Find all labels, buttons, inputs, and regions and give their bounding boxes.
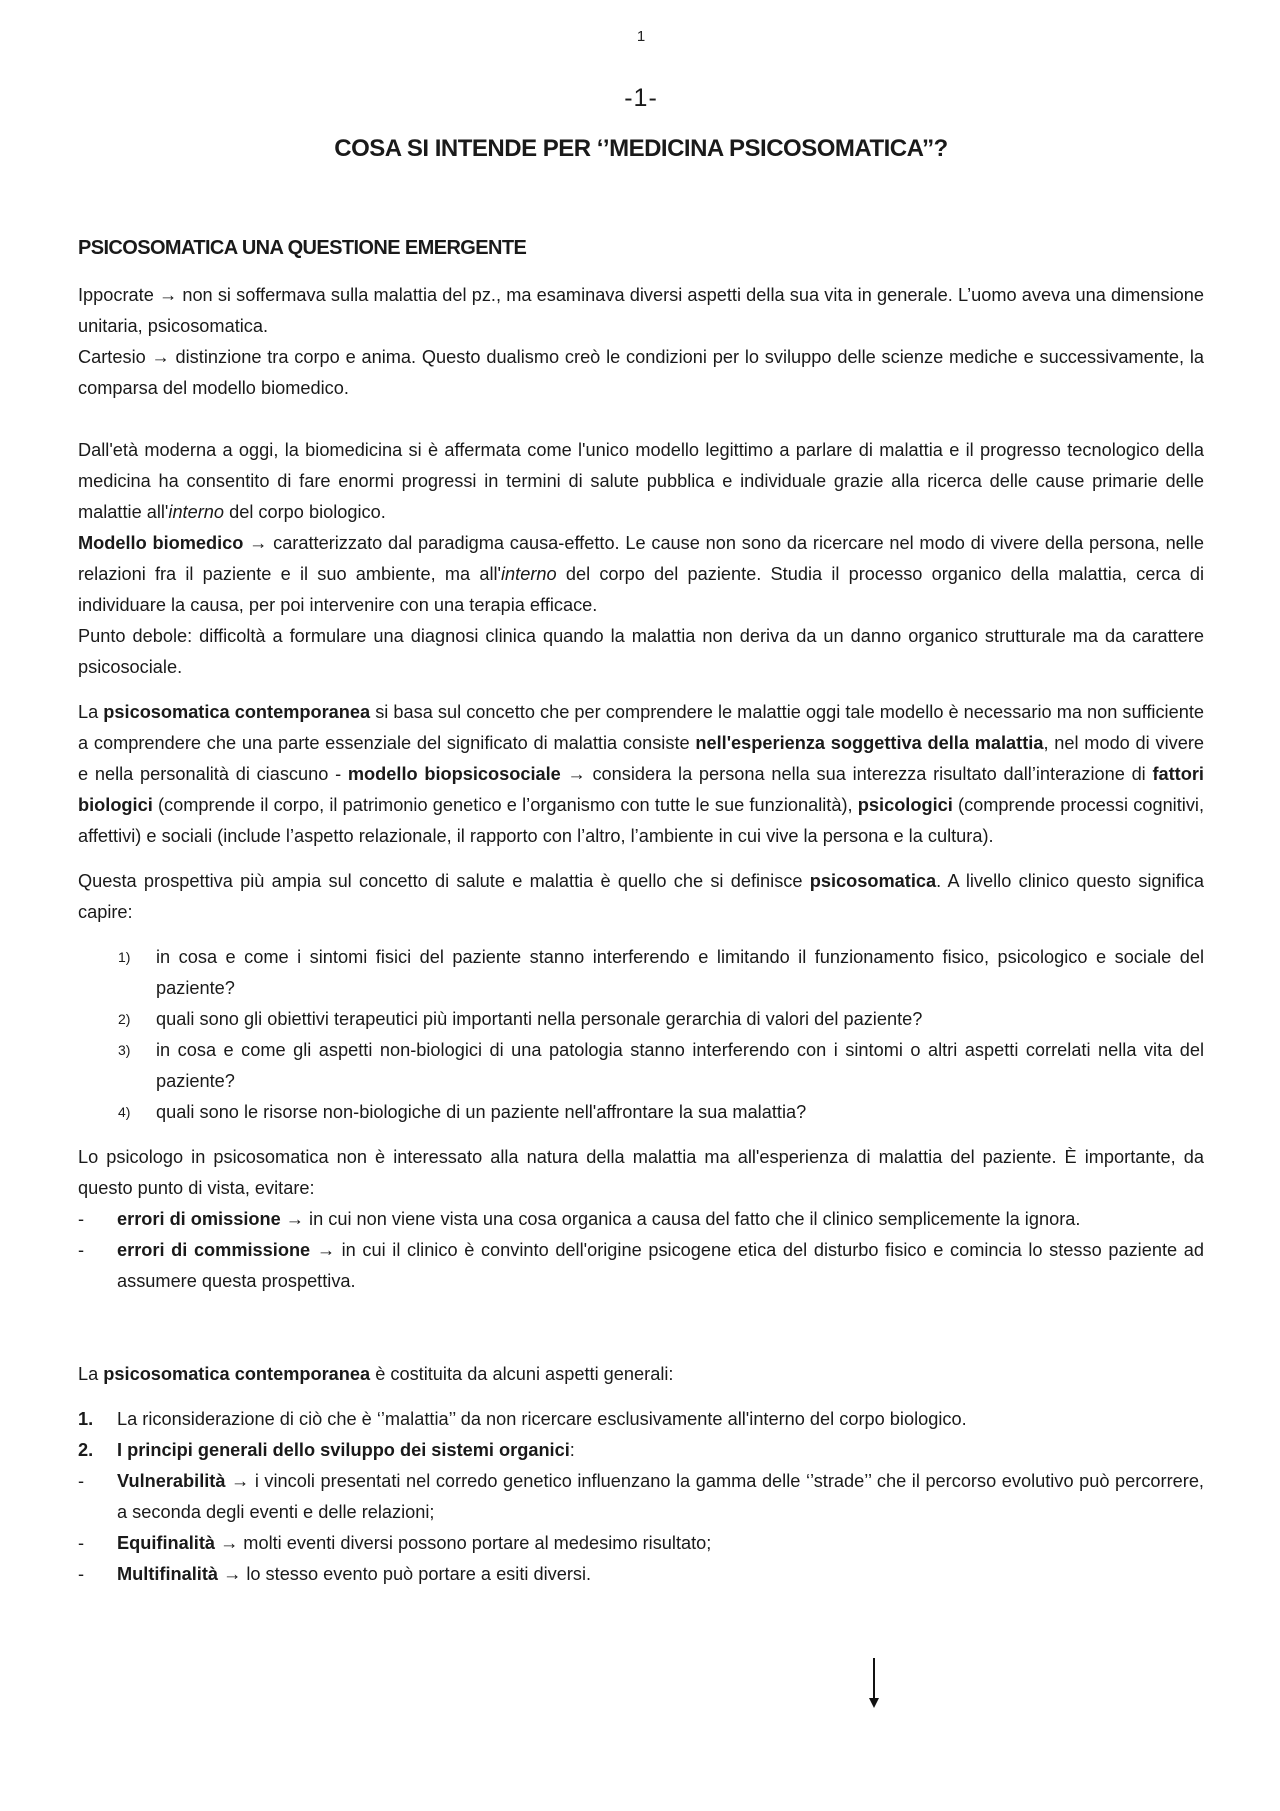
biomedical-model-paragraph: Modello biomedico → caratterizzato dal paradigma causa-effetto. Le cause non sono da ricercare nel modo di vivere della persona, nelle relazioni fra il paziente e il suo ambiente, ma all'interno del corpo del paziente. Studia il processo organico della malattia, cerca di individuare la causa, per poi intervenire con una terapia efficace. xyxy=(78,533,1205,615)
list-item: 2. I principi generali dello sviluppo dei sistemi organici: xyxy=(78,1440,575,1460)
list-item: - Vulnerabilità → i vincoli presentati nel corredo genetico influenzano la gamma delle ‘’strade’’ che il percorso evolutivo può percorrere, a seconda degli eventi e delle relazioni; xyxy=(78,1471,1204,1522)
list-item: 1) in cosa e come i sintomi fisici del paziente stanno interferendo e limitando il funzionamento fisico, psicologico e sociale del paziente? xyxy=(118,947,1204,998)
perspective-paragraph: Questa prospettiva più ampia sul concetto di salute e malattia è quello che si definisce psicosomatica. A livello clinico questo significa capire: xyxy=(78,871,1204,922)
clinical-questions-list xyxy=(78,942,1204,1128)
list-item: - errori di omissione → in cui non viene vista una cosa organica a causa del fatto che il clinico semplicemente la ignora. xyxy=(78,1209,1081,1229)
intro-cartesio: Cartesio → distinzione tra corpo e anima. Questo dualismo creò le condizioni per lo sviluppo delle scienze mediche e successivamente, la comparsa del modello biomedico. xyxy=(78,347,1204,398)
list-item: - errori di commissione → in cui il clinico è convinto dell'origine psicogene etica del disturbo fisico e comincia lo stesso paziente ad assumere questa prospettiva. xyxy=(78,1240,1204,1291)
aspects-list xyxy=(78,1404,1204,1590)
biomedicine-paragraph: Dall'età moderna a oggi, la biomedicina si è affermata come l'unico modello legittimo a parlare di malattia e il progresso tecnologico della medicina ha consentito di fare enormi progressi in termini di salute pubblica e individuale grazie alla ricerca delle cause primarie delle malattie all'interno del corpo biologico. xyxy=(78,440,1204,522)
list-item: - Equifinalità → molti eventi diversi possono portare al medesimo risultato; xyxy=(78,1533,712,1553)
aspects-intro: La psicosomatica contemporanea è costituita da alcuni aspetti generali: xyxy=(78,1364,674,1384)
list-item: 4) quali sono le risorse non-biologiche di un paziente nell'affrontare la sua malattia? xyxy=(118,1102,807,1122)
list-item: 1. La riconsiderazione di ciò che è ‘’malattia’’ da non ricercare esclusivamente all'interno del corpo biologico. xyxy=(78,1409,967,1429)
contemporary-paragraph: La psicosomatica contemporanea si basa sul concetto che per comprendere le malattie oggi tale modello è necessario ma non sufficiente a comprendere che una parte essenziale del significato di malattia consiste nell'esperienza soggettiva della malattia, nel modo di vivere e nella personalità di ciascuno - modello biopsicosociale → considera la persona nella sua interezza risultato dall’interazione di fattori biologici (comprende il corpo, il patrimonio genetico e l’organismo con tutte le sue funzionalità), psicologici (comprende processi cognitivi, affettivi) e sociali (include l’aspetto relazionale, il rapporto con l’altro, l’ambiente in cui vive la persona e la cultura). xyxy=(78,702,1205,846)
section-title: PSICOSOMATICA UNA QUESTIONE EMERGENTE xyxy=(78,237,527,259)
weak-point-paragraph: Punto debole: difficoltà a formulare una diagnosi clinica quando la malattia non deriva da un danno organico strutturale ma da carattere psicosociale. xyxy=(78,626,1204,677)
intro-ippocrate: Ippocrate → non si soffermava sulla malattia del pz., ma esaminava diversi aspetti della sua vita in generale. L’uomo aveva una dimensione unitaria, psicosomatica. xyxy=(78,285,1204,336)
list-item: - Multifinalità → lo stesso evento può portare a esiti diversi. xyxy=(78,1564,592,1584)
chapter-number: -1- xyxy=(624,84,658,112)
psychologist-paragraph: Lo psicologo in psicosomatica non è interessato alla natura della malattia ma all'esperienza di malattia del paziente. È importante, da questo punto di vista, evitare: xyxy=(78,1147,1204,1198)
arrow-down-icon xyxy=(868,1658,880,1708)
page-number: 1 xyxy=(636,28,646,45)
list-item: 3) in cosa e come gli aspetti non-biologici di una patologia stanno interferendo con i sintomi o altri aspetti correlati nella vita del paziente? xyxy=(118,1040,1204,1091)
errors-list xyxy=(78,1204,1204,1297)
chapter-title: COSA SI INTENDE PER ‘’MEDICINA PSICOSOMATICA’’? xyxy=(334,135,948,162)
list-item: 2) quali sono gli obiettivi terapeutici più importanti nella personale gerarchia di valori del paziente? xyxy=(118,1009,923,1029)
